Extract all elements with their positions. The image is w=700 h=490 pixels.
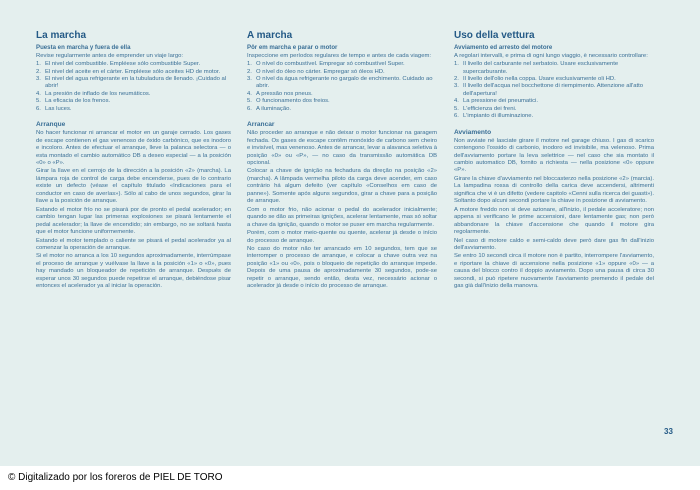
item-text: La presión de inflado de los neumáticos. <box>45 90 151 97</box>
paragraph: Se entro 10 secondi circa il motore non è partito, interrompere l'avviamento, e riportare la chiave di accensione nella posizione «1» oppure «0» — a causa del blocco contro il doppio avviamento. Dopo una pausa di circa 30 secondi, si può ripetere nuovamente l'avviamento premendo il pedale del gas già dall'inizio della manovra. <box>454 253 654 290</box>
checklist-item <box>247 98 437 105</box>
item-number: 2. <box>454 75 459 82</box>
checklist <box>247 61 437 113</box>
item-number: 4. <box>454 98 459 105</box>
paragraph: Girar la llave en el cerrojo de la dirección a la posición «2» (marcha). La lámpara roja de control de carga debe encenderse, pues de lo contrario existe un defecto (véase el capítulo titulado «Indicaciones para el conductor en caso de averías»). Sólo al cabo de unos segundos, girar la llave a la posición de arranque. <box>36 168 231 205</box>
checklist-item <box>454 76 654 83</box>
intro-text: Inspeccione em períodos regulares de tempo e antes de cada viagem: <box>247 52 432 59</box>
paragraph: Não proceder ao arranque e não deixar o motor funcionar na garagem fechada. Os gases de escape contêm monóxido de carbono sem cheiro e invisível, mas venenoso. Antes de arrancar, levar a alavanca seletiva à posição «0» ou «P», — no caso da transmissão automática DB opcional. <box>247 130 437 167</box>
item-text: O nível do óleo no cárter. Empregar só óleos HD. <box>256 68 385 75</box>
column-portuguese <box>247 30 437 292</box>
checklist-item <box>36 69 231 76</box>
paragraph: No hacer funcionar ni arrancar el motor en un garaje cerrado. Los gases de escape contienen el gas venenoso de óxido carbónico, que es inodoro e incoloro. Antes de efectuar el arranque, lleve la palanca selectora — o esta montado el cambio automático DB a deseo especial — a la posición «0» o «P». <box>36 130 231 167</box>
intro-text: A regolari intervalli, e prima di ogni lungo viaggio, è necessario controllare: <box>454 52 648 59</box>
paragraph: Com o motor frio, não acionar o pedal do acelerador inicialmente; quando se dão as primeiras ignições, acelerar lentamente, mas só soltar a chave da ignição, quando o motor se puser em marcha regularmente. <box>247 206 437 228</box>
item-number: 5. <box>36 98 41 105</box>
checklist-item <box>247 69 437 76</box>
paragraph: Colocar a chave de ignição na fechadura da direção na posição «2» (marcha). A lâmpada vermelha piloto da carga deve acender, em caso contrário há algum defeito (ver capítulo «Conselhos em caso de panne»). Somente após alguns segundos, girar a chave para a posição de arranque. <box>247 168 437 205</box>
column-subtitle: Puesta en marcha y fuera de ella <box>36 44 131 51</box>
section-heading: Arrancar <box>247 121 275 129</box>
item-number: 2. <box>36 68 41 75</box>
item-number: 5. <box>247 98 252 105</box>
paragraph: Si el motor no arranca a los 10 segundos aproximadamente, interrúmpase el proceso de arranque y vuélvase la llave a la posición «1» o «0», pues hay mandado un bloqueador de repetición de arranque. Después de esperar unos 30 segundos puede repetirse el arranque, debiéndose pisar entonces el acelerador ya al iniciar la operación. <box>36 253 231 290</box>
item-text: El nivel del aceite en el cárter. Empléese sólo aceites HD de motor. <box>45 68 221 75</box>
paragraph: Non avviate né lasciate girare il motore nel garage chiuso. I gas di scarico contengono l'ossido di carbonio, inodoro ed invisibile, ma velenoso. Prima dell'avviamento portare la leva selettrice — nel caso che sia montato il cambio automatico DB, fornito a richiesta — nella posizione «0» oppure «P». <box>454 137 654 174</box>
checklist-item <box>36 91 231 98</box>
column-title: La marcha <box>36 30 87 41</box>
checklist-item <box>247 76 437 91</box>
item-number: 2. <box>247 68 252 75</box>
paragraph: Nel caso di motore caldo e semi-caldo deve però dare gas fin dall'inizio dell'avviamento. <box>454 237 654 252</box>
item-number: 5. <box>454 105 459 112</box>
item-text: La eficacia de los frenos. <box>45 98 111 105</box>
item-text: Il livello dell'olio nella coppa. Usare esclusivamente oli HD. <box>463 75 616 82</box>
item-number: 1. <box>247 61 252 68</box>
item-text: O nível do combustível. Empregar só combustível Super. <box>256 61 405 68</box>
paragraph: Estando el motor templado o caliente se pisará el pedal acelerador ya al comenzar la operación de arranque. <box>36 237 231 252</box>
checklist-item <box>247 61 437 68</box>
column-subtitle: Pôr em marcha e parar o motor <box>247 44 338 51</box>
item-text: Il livello del carburante nel serbatoio. Usare esclusivamente supercarburante. <box>463 61 619 75</box>
checklist-item <box>454 98 654 105</box>
item-number: 4. <box>36 90 41 97</box>
checklist-item <box>36 106 231 113</box>
paragraph: A motore freddo non si deve azionare, all'inizio, il pedale acceleratore; non appena si verificano le prime accensioni, dare lentamente gas; non però abbandonare la chiave d'accensione che quando il motore gira regolarmente. <box>454 206 654 236</box>
checklist-item <box>36 61 231 68</box>
item-text: O funcionamento dos freios. <box>256 98 330 105</box>
item-number: 6. <box>247 105 252 112</box>
paragraph: Girare la chiave d'avviamento nel bloccasterzo nella posizione «2» (marcia). La lampadina rossa di controllo della carica deve accendersi, altrimenti significa che vi è un difetto (vedere capitolo «Cenni sulla ricerca dei guasti»). Soltanto dopo alcuni secondi portare la chiave in posizione di avviamento. <box>454 175 654 205</box>
item-text: La pressione dei pneumatici. <box>463 98 538 105</box>
item-number: 4. <box>247 90 252 97</box>
item-text: Il livello dell'acqua nel bocchettone di riempimento. Attenzione all'atto dell'apertura! <box>463 83 644 97</box>
paragraph: Estando el motor frío no se pisará por de pronto el pedal acelerador; en cambio tengan lugar las primeras explosiones se pisará lentamente el pedal acelerador; la llave de encendido; sin embargo, no se soltará hasta que el motor funcione uniformemente. <box>36 206 231 236</box>
page-number: 33 <box>664 427 673 436</box>
checklist-item <box>36 76 231 91</box>
item-text: Las luces. <box>45 105 72 112</box>
footer-credit: © Digitalizado por los foreros de PIEL DE TORO <box>8 472 223 483</box>
checklist <box>36 61 231 113</box>
checklist-item <box>454 61 654 76</box>
checklist <box>454 61 654 121</box>
checklist-item <box>36 98 231 105</box>
intro-text: Revise regularmente antes de emprender un viaje largo: <box>36 52 184 59</box>
checklist-item <box>454 106 654 113</box>
item-text: A pressão nos pneus. <box>256 90 313 97</box>
item-text: A iluminação. <box>256 105 292 112</box>
item-text: L'efficienza dei freni. <box>463 105 517 112</box>
checklist-item <box>454 113 654 120</box>
item-text: El nivel del agua refrigerante en la tubuladura de llenado. ¡Cuidado al abrir! <box>45 75 227 90</box>
item-number: 6. <box>36 105 41 112</box>
item-number: 1. <box>36 61 41 68</box>
item-number: 1. <box>454 61 459 68</box>
paragraph: Porém, com o motor meio-quente ou quente, acelerar já desde o início do processo de arranque. <box>247 230 437 244</box>
column-title: Uso della vettura <box>454 30 535 41</box>
column-spanish <box>36 30 231 292</box>
item-number: 3. <box>454 83 459 90</box>
checklist-item <box>247 106 437 113</box>
item-text: O nível da água refrigerante no gargalo de enchimento. Cuidado ao abrir. <box>256 75 433 90</box>
item-text: L'impianto di illuminazione. <box>463 113 534 120</box>
item-number: 3. <box>36 75 41 82</box>
checklist-item <box>454 83 654 98</box>
checklist-item <box>247 91 437 98</box>
section-heading: Arranque <box>36 121 66 129</box>
paragraph: No caso do motor não ter arrancado em 10 segundos, tem que se interromper o processo de arranque, e colocar a chave outra vez na posição «1» ou «0», pois o bloqueio de repetição do arranque impede. Depois de uma pausa de aproximadamente 30 segundos, pode-se repetir o arranque, sendo então, desta vez, necessário acionar o acelerador já desde o início do processo de arranque. <box>247 246 437 290</box>
item-text: El nivel del combustible. Empléese sólo combustible Super. <box>45 61 201 68</box>
item-number: 3. <box>247 75 252 82</box>
section-heading: Avviamento <box>454 128 492 136</box>
item-number: 6. <box>454 113 459 120</box>
column-title: A marcha <box>247 30 293 41</box>
column-italian <box>454 30 654 292</box>
column-subtitle: Avviamento ed arresto del motore <box>454 44 553 51</box>
